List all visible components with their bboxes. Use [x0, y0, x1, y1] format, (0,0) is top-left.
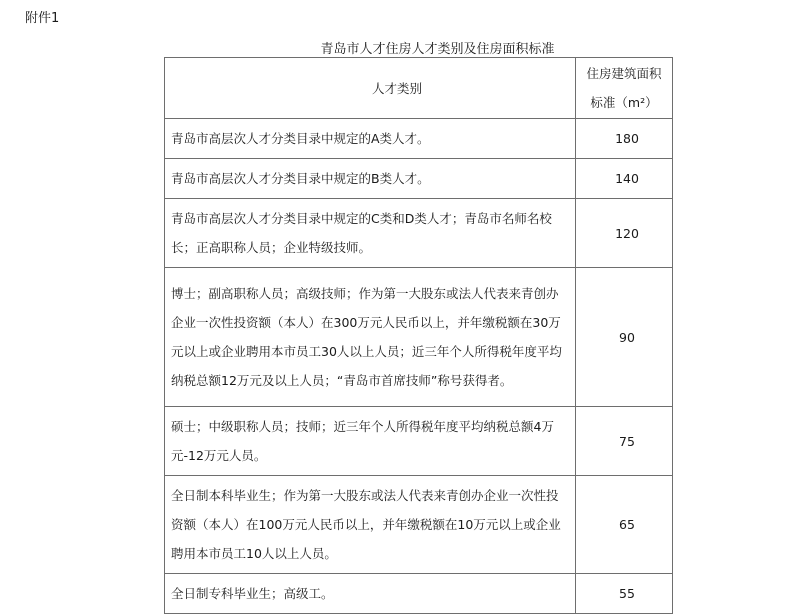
table-row: [165, 199, 673, 268]
area-cell: 120: [576, 199, 673, 268]
category-cell: 青岛市高层次人才分类目录中规定的A类人才。: [165, 119, 576, 159]
header-area: [576, 58, 673, 119]
category-cell: 硕士；中级职称人员；技师；近三年个人所得税年度平均纳税总额4万元-12万元人员。: [165, 407, 576, 476]
area-cell: 75: [576, 407, 673, 476]
category-cell: 全日制本科毕业生；作为第一大股东或法人代表来青创办企业一次性投资额（本人）在100万元人民币以上，并年缴税额在10万元以上或企业聘用本市员工10人以上人员。: [165, 476, 576, 574]
area-cell: 65: [576, 476, 673, 574]
table-header-row: [165, 58, 673, 119]
category-cell: 博士；副高职称人员；高级技师；作为第一大股东或法人代表来青创办企业一次性投资额（本人）在300万元人民币以上，并年缴税额在30万元以上或企业聘用本市员工30人以上人员；近三年个人所得税年度平均纳税总额12万元及以上人员；“青岛市首席技师”称号获得者。: [165, 268, 576, 407]
housing-standard-table: [164, 57, 673, 614]
table-row: [165, 407, 673, 476]
table-row: [165, 574, 673, 614]
category-cell: 青岛市高层次人才分类目录中规定的C类和D类人才；青岛市名师名校长；正高职称人员；企业特级技师。: [165, 199, 576, 268]
category-cell: 全日制专科毕业生；高级工。: [165, 574, 576, 614]
table-row: [165, 268, 673, 407]
category-cell: 青岛市高层次人才分类目录中规定的B类人才。: [165, 159, 576, 199]
attachment-label: 附件1: [25, 11, 60, 26]
header-area-line1: 住房建筑面积: [586, 66, 662, 81]
document-title: 青岛市人才住房人才类别及住房面积标准: [320, 42, 555, 57]
area-cell: 90: [576, 268, 673, 407]
table-row: [165, 476, 673, 574]
area-cell: 140: [576, 159, 673, 199]
area-cell: 180: [576, 119, 673, 159]
table-row: [165, 119, 673, 159]
area-cell: 55: [576, 574, 673, 614]
header-area-line2: 标准（m²）: [590, 95, 658, 110]
table-row: [165, 159, 673, 199]
header-category: 人才类别: [165, 58, 576, 119]
